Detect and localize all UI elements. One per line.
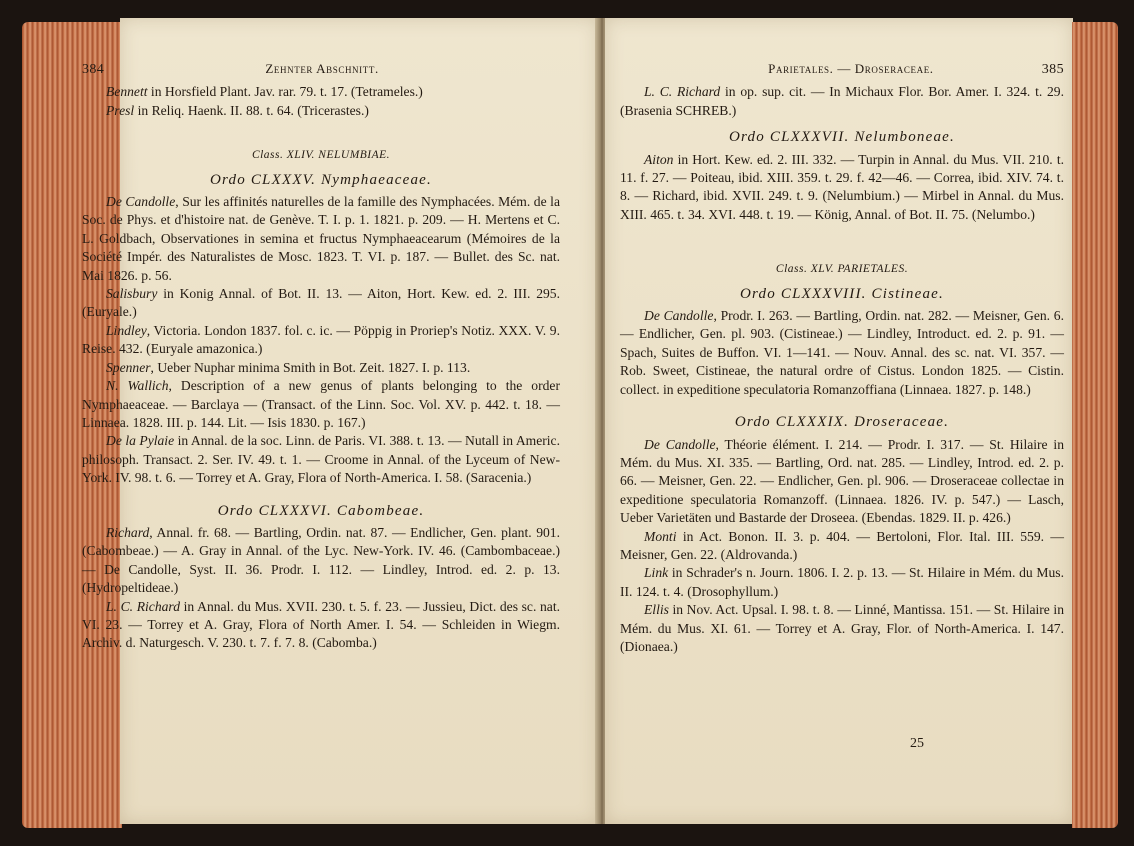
left-running-title: Zehnter Abschnitt. (265, 61, 379, 76)
right-running-head (620, 60, 1064, 79)
paragraph: Lindley, Victoria. London 1837. fol. c. ic. — Pöppig in Proriep's Notiz. XXX. V. 9. Reise. 432. (Euryale amazonica.) (82, 322, 560, 357)
ordo-heading-nelumboneae: Ordo CLXXXVII. Nelumboneae. (729, 129, 955, 146)
left-top-line-1: Bennett in Horsfield Plant. Jav. rar. 79. t. 17. (Tetrameles.) (106, 84, 423, 100)
paragraph: N. Wallich, Description of a new genus of plants belonging to the order Nymphaeaceae. — Barclaya — (Transact. of the Linn. Soc. Vol. XV. p. 442. t. 18. — Linnaea. 1828. III. p. 144. Lit. — Isis 1830. p. 167.) (82, 378, 560, 430)
paragraph: Ellis in Nov. Act. Upsal. I. 98. t. 8. — Linné, Mantissa. 151. — St. Hilaire in Mém. du Mus. XI. 61. — Torrey et A. Gray, Flor. of North-America. I. 147. (Dionaea.) (620, 602, 1064, 654)
paragraph: Spenner, Ueber Nuphar minima Smith in Bot. Zeit. 1827. I. p. 113. (106, 359, 471, 375)
signature-mark: 25 (910, 736, 924, 751)
right-page-text (620, 60, 1064, 656)
paragraph: Aiton in Hort. Kew. ed. 2. III. 332. — Turpin in Annal. du Mus. VII. 210. t. 11. f. 27. — Poiteau, ibid. XIII. 359. t. 29. f. 42—46. — Correa, ibid. XIV. 74. t. 8. — Richard, ibid. XVII. 249. t. 9. (Nelumbium.) — Mirbel in Annal. du Mus. XIII. 465. t. 34. XVI. 448. t. 19. — König, Annal. of Bot. II. 75. (Nelumbo.) (620, 151, 1064, 222)
left-running-head (82, 60, 560, 79)
right-running-title: Parietales. — Droseraceae. (768, 61, 934, 76)
class-heading-nelumbiae: Class. XLIV. NELUMBIAE. (251, 149, 391, 162)
paragraph: L. C. Richard in Annal. du Mus. XVII. 230. t. 5. f. 23. — Jussieu, Dict. des sc. nat. VI. 23. — Torrey et A. Gray, Flora of North Amer. I. 54. — Schleiden in Wiegm. Archiv. d. Naturgesch. V. 230. t. 7. f. 7. 8. (Cabomba.) (82, 598, 560, 651)
left-page-text (82, 60, 560, 653)
paragraph: De la Pylaie in Annal. de la soc. Linn. de Paris. VI. 388. t. 13. — Nutall in Americ. philosoph. Transact. 2. Ser. IV. 49. t. 1. — Croome in Annal. of the Lyceum of New-York. IV. 98. t. 6. — Torrey et A. Gray, Flora of North-America. I. 58. (Saracenia.) (82, 433, 560, 486)
ordo-heading-cabombeae: Ordo CLXXXVI. Cabombeae. (217, 502, 425, 519)
paragraph: Link in Schrader's n. Journ. 1806. I. 2. p. 13. — St. Hilaire in Mém. du Mus. II. 124. t. 4. (Drosophyllum.) (620, 565, 1064, 599)
paragraph: Monti in Act. Bonon. II. 3. p. 404. — Bertoloni, Flor. Ital. III. 559. — Meisner, Gen. 22. (Aldrovanda.) (620, 528, 1064, 562)
left-page-number: 384 (82, 62, 105, 77)
paragraph: Richard, Annal. fr. 68. — Bartling, Ordin. nat. 87. — Endlicher, Gen. plant. 901. (Cabombeae.) — A. Gray in Annal. of the Lyc. New-York. IV. 46. (Cambombaceae.) — De Candolle, Syst. II. 36. Prodr. I. 112. — Lindley, Introd. ed. 2. p. 13. (Hydropeltideae.) (82, 524, 560, 596)
paragraph: De Candolle, Prodr. I. 263. — Bartling, Ordin. nat. 282. — Meisner, Gen. 6. — Endlicher, Gen. pl. 903. (Cistineae.) — Lindley, Introduct. ed. 2. p. 91. — Spach, Suites de Buffon. VI. 1—141. — Nouv. Annal. des sc. nat. VI. 357. — Rob. Sweet, Cistineae, the natural ordre of Cistus. London 1825. — Cistin. collect. in expeditione speculatoria Romanzoffiana (Linnaea. 1827. p. 148.) (620, 308, 1064, 397)
right-page-number: 385 (1041, 62, 1064, 77)
page-edges-right (1072, 22, 1118, 828)
ordo-heading-droseraceae: Ordo CLXXXIX. Droseraceae. (734, 414, 950, 431)
ordo-heading-cistineae: Ordo CLXXXVIII. Cistineae. (740, 285, 944, 302)
paragraph: De Candolle, Théorie élément. I. 214. — Prodr. I. 317. — St. Hilaire in Mém. du Mus. XI. 335. — Bartling, Ord. nat. 285. — Lindley, Introd. ed. 2. p. 66. — Meisner, Gen. 22. — Endlicher, Gen. pl. 906. — Droseraceae collectae in expeditione speculatoria Romanzoff. (Linnaea. 1826. IV. p. 547.) — Lasch, Ueber Varietäten und Bastarde der Droseea. (Ebendas. 1829. II. p. 426.) (620, 436, 1065, 526)
left-top-line-2: Presl in Reliq. Haenk. II. 88. t. 64. (Tricerastes.) (106, 102, 369, 118)
class-heading-parietales: Class. XLV. PARIETALES. (775, 263, 909, 276)
ordo-heading-nymphaeaceae: Ordo CLXXXV. Nymphaeaceae. (209, 171, 432, 188)
right-top-line-1: L. C. Richard in op. sup. cit. — In Michaux Flor. Bor. Amer. I. 324. t. 29. (Brasenia SCHREB.) (620, 84, 1064, 118)
paragraph: Salisbury in Konig Annal. of Bot. II. 13. — Aiton, Hort. Kew. ed. 2. III. 295. (Euryale.) (82, 286, 560, 320)
paragraph: De Candolle, Sur les affinités naturelles de la famille des Nymphacées. Mém. de la Soc. de Phys. et d'histoire nat. de Genève. T. I. p. 1. 1821. p. 209. — H. Mertens et C. L. Goldbach, Observationes in semina et fructus Nymphaeacearum (Mémoires de la Société Impér. des Naturalistes de Mosc. 1823. T. VI. p. 187. — Bullet. des Sc. nat. Mai 1826. p. 56. (82, 194, 560, 283)
